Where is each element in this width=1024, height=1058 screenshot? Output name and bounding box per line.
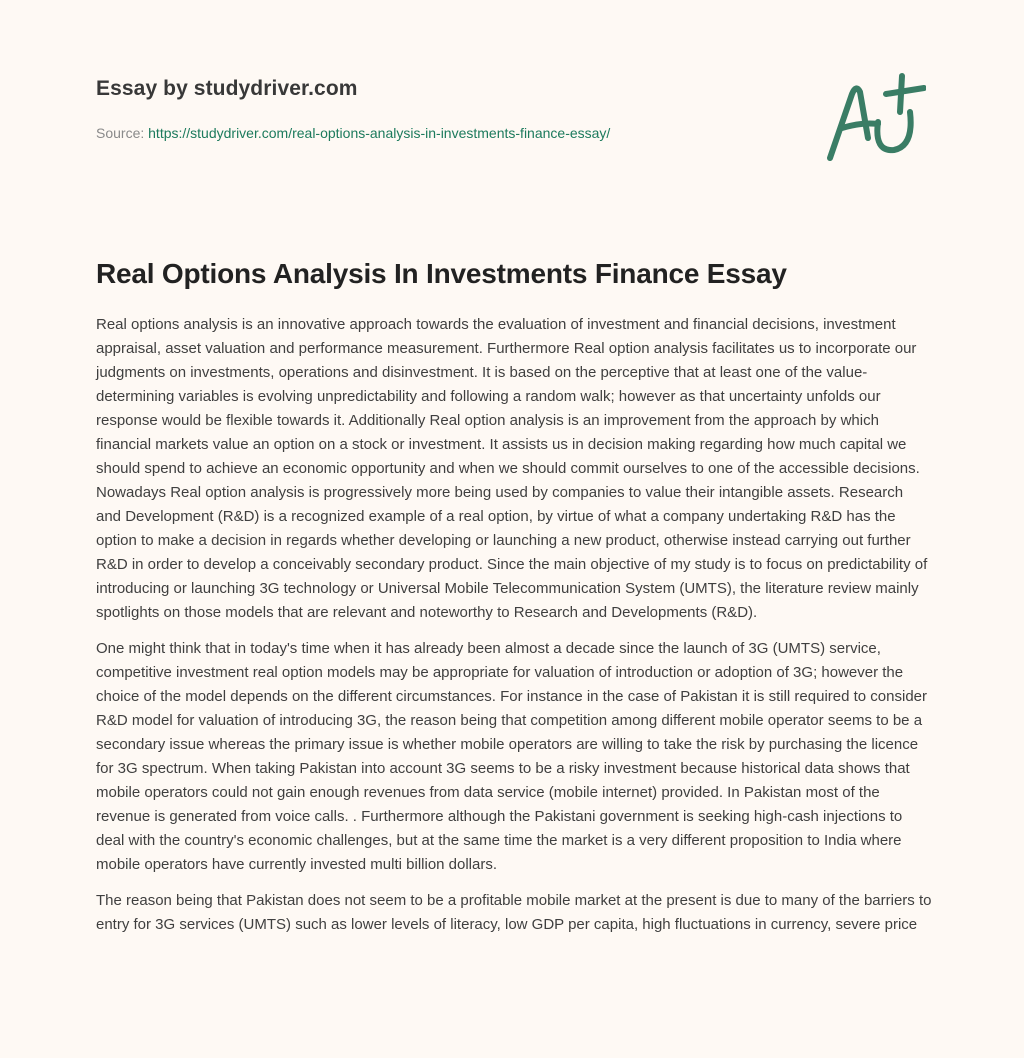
source-link[interactable]: https://studydriver.com/real-options-analysis-in-investments-finance-essay/ (148, 125, 611, 141)
page-header (96, 74, 796, 143)
essay-paragraph: Real options analysis is an innovative approach towards the evaluation of investment and financial decisions, investment appraisal, asset valuation and performance measurement. Furthermore Real option analysis facilitates us to incorporate our judgments on investments, operations and disinvestment. It is based on the perceptive that at least one of the value-determining variables is evolving unpredictability and following a random walk; however as that uncertainty unfolds our response would be flexible towards it. Additionally Real option analysis is an improvement from the approach by which financial markets value an option on a stock or investment. It assists us in decision making regarding how much capital we should spend to achieve an economic opportunity and when we should commit ourselves to one of the accessible decisions. Nowadays Real option analysis is progressively more being used by companies to value their intangible assets. Research and Development (R&D) is a recognized example of a real option, by virtue of what a company undertaking R&D has the option to make a decision in regards whether developing or launching a new product, otherwise instead carrying out further R&D in order to develop a conceivably secondary product. Since the main objective of my study is to focus on predictability of introducing or launching 3G technology or Universal Mobile Telecommunication System (UMTS), the literature review mainly spotlights on those models that are relevant and noteworthy to Research and Developments (R&D). (96, 316, 928, 621)
essay-paragraph: One might think that in today's time when it has already been almost a decade since the launch of 3G (UMTS) service, competitive investment real option models may be appropriate for valuation of introduction or adoption of 3G; however the choice of the model depends on the different circumstances. For instance in the case of Pakistan it is still required to consider R&D model for valuation of introducing 3G, the reason being that competition among different mobile operator seems to be a secondary issue whereas the primary issue is whether mobile operators are willing to take the risk by purchasing the licence for 3G spectrum. When taking Pakistan into account 3G seems to be a risky investment because historical data shows that mobile operators could not gain enough revenues from data service (mobile internet) provided. In Pakistan most of the revenue is generated from voice calls. . Furthermore although the Pakistani government is seeking high-cash injections to deal with the country's economic challenges, but at the same time the market is a very different proposition to India where mobile operators have currently invested multi billion dollars. (96, 640, 927, 873)
essay-body (96, 313, 932, 949)
essay-title: Real Options Analysis In Investments Finance Essay (96, 258, 787, 289)
essay-paragraph: The reason being that Pakistan does not seem to be a profitable mobile market at the present is due to many of the barriers to entry for 3G services (UMTS) such as lower levels of literacy, low GDP per capita, high fluctuations in currency, severe price (96, 892, 932, 933)
source-line (96, 123, 796, 143)
source-label: Source: (96, 125, 145, 141)
site-title: Essay by studydriver.com (96, 77, 358, 100)
a-plus-grade-icon (822, 68, 926, 164)
